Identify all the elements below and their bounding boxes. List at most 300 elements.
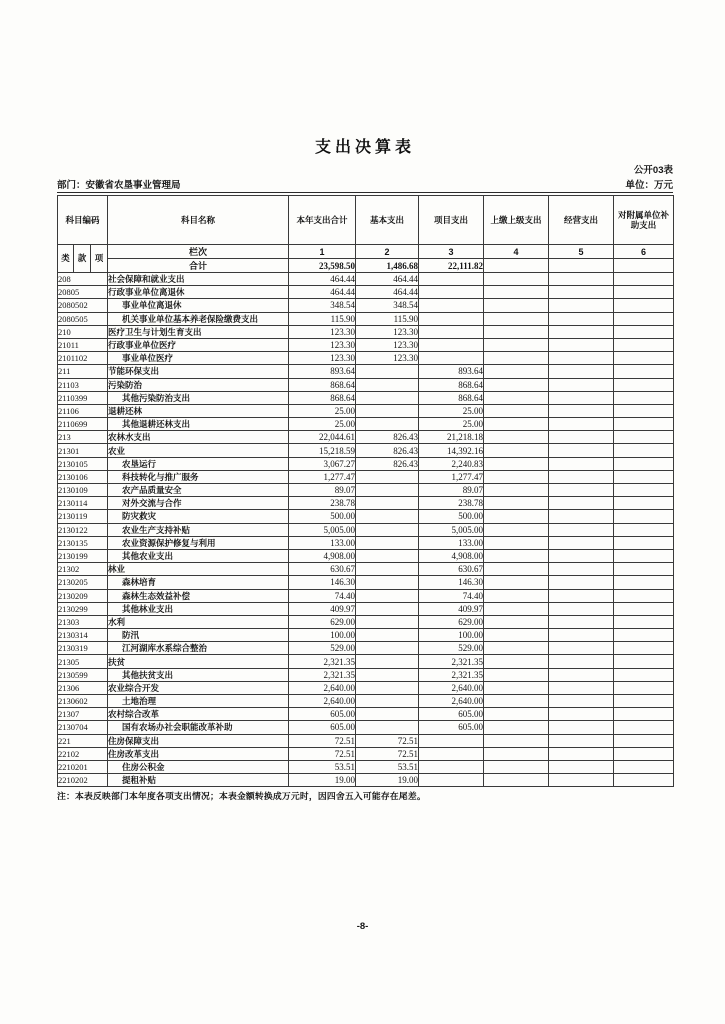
subject-name: 农业综合开发 bbox=[108, 681, 289, 694]
subject-name: 农业生产支持补贴 bbox=[108, 523, 289, 536]
page-number: -8- bbox=[356, 921, 369, 932]
value-cell bbox=[356, 470, 419, 483]
subject-name: 其他污染防治支出 bbox=[108, 391, 289, 404]
subject-name: 扶贫 bbox=[108, 655, 289, 668]
value-cell bbox=[549, 325, 614, 338]
value-cell bbox=[484, 338, 549, 351]
value-cell bbox=[419, 338, 484, 351]
table-row bbox=[58, 352, 674, 365]
value-cell: 89.07 bbox=[419, 484, 484, 497]
value-cell bbox=[614, 352, 674, 365]
value-cell bbox=[549, 589, 614, 602]
value-cell: 89.07 bbox=[289, 484, 356, 497]
column-number: 5 bbox=[549, 245, 614, 259]
table-row bbox=[58, 404, 674, 417]
footnote: 注：本表反映部门本年度各项支出情况；本表金额转换成万元时，因四舍五入可能存在尾差。 bbox=[57, 791, 426, 802]
subject-code: 2130205 bbox=[58, 576, 108, 589]
value-cell bbox=[549, 431, 614, 444]
value-cell bbox=[356, 708, 419, 721]
table-row bbox=[58, 470, 674, 483]
value-cell bbox=[549, 576, 614, 589]
value-cell bbox=[549, 774, 614, 787]
value-cell: 2,321.35 bbox=[289, 668, 356, 681]
value-cell: 500.00 bbox=[419, 510, 484, 523]
value-cell bbox=[484, 642, 549, 655]
value-cell: 826.43 bbox=[356, 444, 419, 457]
value-cell bbox=[549, 457, 614, 470]
value-cell bbox=[356, 576, 419, 589]
value-cell: 238.78 bbox=[289, 497, 356, 510]
value-cell: 2,321.35 bbox=[419, 655, 484, 668]
value-cell bbox=[614, 391, 674, 404]
header-operating-expenditure: 经营支出 bbox=[549, 196, 614, 245]
value-cell bbox=[549, 299, 614, 312]
subject-name: 机关事业单位基本养老保险缴费支出 bbox=[108, 312, 289, 325]
value-cell: 464.44 bbox=[356, 273, 419, 286]
value-cell bbox=[484, 734, 549, 747]
subject-name: 住房改革支出 bbox=[108, 747, 289, 760]
value-cell bbox=[549, 734, 614, 747]
value-cell bbox=[484, 681, 549, 694]
subject-name: 污染防治 bbox=[108, 378, 289, 391]
subject-code: 211 bbox=[58, 365, 108, 378]
subject-code: 21305 bbox=[58, 655, 108, 668]
value-cell bbox=[484, 563, 549, 576]
column-index-label: 栏次 bbox=[108, 245, 289, 259]
value-cell bbox=[549, 470, 614, 483]
table-row bbox=[58, 273, 674, 286]
value-cell bbox=[356, 404, 419, 417]
table-row bbox=[58, 642, 674, 655]
value-cell bbox=[356, 510, 419, 523]
table-row bbox=[58, 444, 674, 457]
meta-row bbox=[57, 177, 673, 193]
table-row bbox=[58, 391, 674, 404]
table-body bbox=[58, 273, 674, 787]
value-cell bbox=[484, 523, 549, 536]
value-cell: 74.40 bbox=[289, 589, 356, 602]
value-cell: 72.51 bbox=[356, 747, 419, 760]
value-cell bbox=[356, 655, 419, 668]
value-cell: 605.00 bbox=[419, 708, 484, 721]
value-cell bbox=[356, 391, 419, 404]
table-row bbox=[58, 774, 674, 787]
unit-label: 单位：万元 bbox=[625, 180, 673, 191]
value-cell bbox=[419, 747, 484, 760]
subject-name: 提租补贴 bbox=[108, 774, 289, 787]
subject-code: 2130105 bbox=[58, 457, 108, 470]
subject-code: 21302 bbox=[58, 563, 108, 576]
subject-name: 行政事业单位医疗 bbox=[108, 338, 289, 351]
subject-code: 2080502 bbox=[58, 299, 108, 312]
subject-name: 农村综合改革 bbox=[108, 708, 289, 721]
table-row bbox=[58, 338, 674, 351]
value-cell: 133.00 bbox=[419, 536, 484, 549]
value-cell bbox=[484, 325, 549, 338]
value-cell bbox=[549, 418, 614, 431]
subheader-section: 款 bbox=[74, 245, 91, 273]
value-cell bbox=[549, 747, 614, 760]
value-cell: 100.00 bbox=[419, 629, 484, 642]
value-cell bbox=[484, 576, 549, 589]
value-cell: 53.51 bbox=[289, 760, 356, 773]
value-cell bbox=[356, 497, 419, 510]
value-cell: 72.51 bbox=[356, 734, 419, 747]
value-cell bbox=[484, 431, 549, 444]
subject-name: 森林生态效益补偿 bbox=[108, 589, 289, 602]
value-cell bbox=[614, 378, 674, 391]
value-cell: 72.51 bbox=[289, 734, 356, 747]
value-cell bbox=[614, 273, 674, 286]
subject-name: 农垦运行 bbox=[108, 457, 289, 470]
value-cell bbox=[614, 629, 674, 642]
value-cell bbox=[614, 523, 674, 536]
subject-code: 2130119 bbox=[58, 510, 108, 523]
value-cell: 123.30 bbox=[289, 338, 356, 351]
value-cell bbox=[484, 615, 549, 628]
value-cell: 1,277.47 bbox=[289, 470, 356, 483]
subject-name: 退耕还林 bbox=[108, 404, 289, 417]
value-cell bbox=[549, 444, 614, 457]
value-cell: 4,908.00 bbox=[289, 549, 356, 562]
value-cell: 53.51 bbox=[356, 760, 419, 773]
value-cell: 123.30 bbox=[289, 325, 356, 338]
subject-name: 其他农业支出 bbox=[108, 549, 289, 562]
table-row bbox=[58, 721, 674, 734]
column-number: 4 bbox=[484, 245, 549, 259]
table-row bbox=[58, 497, 674, 510]
value-cell bbox=[614, 721, 674, 734]
value-cell bbox=[549, 352, 614, 365]
value-cell bbox=[549, 760, 614, 773]
value-cell bbox=[419, 734, 484, 747]
table-row bbox=[58, 576, 674, 589]
value-cell: 893.64 bbox=[289, 365, 356, 378]
value-cell: 529.00 bbox=[419, 642, 484, 655]
subject-code: 221 bbox=[58, 734, 108, 747]
value-cell bbox=[614, 484, 674, 497]
value-cell bbox=[549, 273, 614, 286]
value-cell bbox=[484, 708, 549, 721]
value-cell bbox=[356, 418, 419, 431]
value-cell bbox=[549, 391, 614, 404]
value-cell bbox=[484, 286, 549, 299]
subject-code: 2130109 bbox=[58, 484, 108, 497]
value-cell bbox=[614, 286, 674, 299]
value-cell bbox=[614, 655, 674, 668]
subject-code: 2130122 bbox=[58, 523, 108, 536]
table-row bbox=[58, 484, 674, 497]
value-cell bbox=[549, 708, 614, 721]
value-cell: 100.00 bbox=[289, 629, 356, 642]
value-cell: 72.51 bbox=[289, 747, 356, 760]
subject-code: 21103 bbox=[58, 378, 108, 391]
value-cell bbox=[484, 444, 549, 457]
document-content bbox=[57, 134, 673, 802]
value-cell bbox=[356, 629, 419, 642]
subject-code: 22102 bbox=[58, 747, 108, 760]
subject-name: 森林培育 bbox=[108, 576, 289, 589]
header-basic-expenditure: 基本支出 bbox=[356, 196, 419, 245]
subject-name: 农产品质量安全 bbox=[108, 484, 289, 497]
subject-name: 土地治理 bbox=[108, 695, 289, 708]
value-cell bbox=[484, 352, 549, 365]
value-cell bbox=[356, 549, 419, 562]
value-cell bbox=[614, 299, 674, 312]
table-row bbox=[58, 365, 674, 378]
value-cell bbox=[614, 681, 674, 694]
total-label: 合计 bbox=[108, 259, 289, 273]
value-cell: 630.67 bbox=[419, 563, 484, 576]
table-header-row bbox=[58, 196, 674, 245]
value-cell bbox=[614, 734, 674, 747]
total-value: 1,486.68 bbox=[356, 259, 419, 273]
value-cell: 123.30 bbox=[356, 352, 419, 365]
value-cell: 605.00 bbox=[419, 721, 484, 734]
total-value: 22,111.82 bbox=[419, 259, 484, 273]
subject-code: 21306 bbox=[58, 681, 108, 694]
value-cell: 893.64 bbox=[419, 365, 484, 378]
value-cell bbox=[614, 470, 674, 483]
total-value: 23,598.50 bbox=[289, 259, 356, 273]
header-subject-code: 科目编码 bbox=[58, 196, 108, 245]
table-row bbox=[58, 629, 674, 642]
value-cell bbox=[484, 510, 549, 523]
subject-code: 2110399 bbox=[58, 391, 108, 404]
department-label: 部门：安徽省农垦事业管理局 bbox=[57, 180, 181, 191]
table-row bbox=[58, 536, 674, 549]
value-cell: 409.97 bbox=[289, 602, 356, 615]
value-cell: 629.00 bbox=[289, 615, 356, 628]
subject-code: 2130114 bbox=[58, 497, 108, 510]
page-title: 支出决算表 bbox=[314, 139, 415, 156]
value-cell bbox=[614, 774, 674, 787]
subject-name: 其他林业支出 bbox=[108, 602, 289, 615]
value-cell bbox=[356, 589, 419, 602]
subject-name: 节能环保支出 bbox=[108, 365, 289, 378]
subject-code: 20805 bbox=[58, 286, 108, 299]
value-cell bbox=[549, 681, 614, 694]
subject-code: 2110699 bbox=[58, 418, 108, 431]
subject-name: 农业 bbox=[108, 444, 289, 457]
value-cell bbox=[614, 431, 674, 444]
table-row bbox=[58, 734, 674, 747]
subject-name: 事业单位医疗 bbox=[108, 352, 289, 365]
value-cell: 464.44 bbox=[356, 286, 419, 299]
value-cell bbox=[484, 391, 549, 404]
value-cell bbox=[484, 655, 549, 668]
subject-name: 林业 bbox=[108, 563, 289, 576]
table-row bbox=[58, 668, 674, 681]
table-row bbox=[58, 695, 674, 708]
value-cell: 123.30 bbox=[356, 325, 419, 338]
value-cell bbox=[614, 365, 674, 378]
value-cell bbox=[419, 774, 484, 787]
value-cell bbox=[614, 708, 674, 721]
value-cell bbox=[484, 378, 549, 391]
value-cell bbox=[614, 668, 674, 681]
subject-name: 住房公积金 bbox=[108, 760, 289, 773]
value-cell bbox=[484, 536, 549, 549]
value-cell: 529.00 bbox=[289, 642, 356, 655]
value-cell bbox=[549, 549, 614, 562]
table-row bbox=[58, 312, 674, 325]
value-cell bbox=[484, 602, 549, 615]
value-cell: 3,067.27 bbox=[289, 457, 356, 470]
value-cell: 2,640.00 bbox=[419, 695, 484, 708]
value-cell bbox=[419, 352, 484, 365]
value-cell: 15,218.59 bbox=[289, 444, 356, 457]
value-cell bbox=[484, 484, 549, 497]
subject-name: 住房保障支出 bbox=[108, 734, 289, 747]
subject-name: 江河湖库水系综合整治 bbox=[108, 642, 289, 655]
value-cell: 1,277.47 bbox=[419, 470, 484, 483]
subject-code: 2101102 bbox=[58, 352, 108, 365]
column-number: 1 bbox=[289, 245, 356, 259]
subject-code: 2130602 bbox=[58, 695, 108, 708]
subject-name: 对外交流与合作 bbox=[108, 497, 289, 510]
subject-code: 210 bbox=[58, 325, 108, 338]
value-cell bbox=[614, 576, 674, 589]
value-cell: 19.00 bbox=[289, 774, 356, 787]
value-cell: 2,321.35 bbox=[289, 655, 356, 668]
value-cell bbox=[419, 312, 484, 325]
table-row bbox=[58, 602, 674, 615]
value-cell bbox=[549, 629, 614, 642]
form-number-label: 公开03表 bbox=[633, 165, 673, 176]
table-row bbox=[58, 549, 674, 562]
value-cell bbox=[356, 642, 419, 655]
value-cell bbox=[614, 549, 674, 562]
value-cell bbox=[549, 338, 614, 351]
value-cell: 629.00 bbox=[419, 615, 484, 628]
subject-name: 其他扶贫支出 bbox=[108, 668, 289, 681]
value-cell bbox=[549, 563, 614, 576]
subject-name: 防灾救灾 bbox=[108, 510, 289, 523]
value-cell bbox=[484, 629, 549, 642]
value-cell: 409.97 bbox=[419, 602, 484, 615]
value-cell bbox=[484, 774, 549, 787]
value-cell: 25.00 bbox=[289, 418, 356, 431]
value-cell: 4,908.00 bbox=[419, 549, 484, 562]
value-cell bbox=[356, 681, 419, 694]
value-cell bbox=[549, 365, 614, 378]
value-cell bbox=[614, 536, 674, 549]
value-cell bbox=[484, 299, 549, 312]
subject-code: 2130704 bbox=[58, 721, 108, 734]
value-cell: 19.00 bbox=[356, 774, 419, 787]
value-cell: 2,240.83 bbox=[419, 457, 484, 470]
value-cell: 868.64 bbox=[289, 378, 356, 391]
value-cell bbox=[419, 299, 484, 312]
value-cell: 868.64 bbox=[419, 391, 484, 404]
subject-code: 21106 bbox=[58, 404, 108, 417]
table-row bbox=[58, 655, 674, 668]
value-cell bbox=[549, 523, 614, 536]
value-cell bbox=[549, 312, 614, 325]
value-cell: 2,321.35 bbox=[419, 668, 484, 681]
value-cell: 115.90 bbox=[289, 312, 356, 325]
subject-code: 21301 bbox=[58, 444, 108, 457]
table-row bbox=[58, 378, 674, 391]
value-cell: 115.90 bbox=[356, 312, 419, 325]
value-cell bbox=[549, 286, 614, 299]
header-subsidy-expenditure: 对附属单位补助支出 bbox=[614, 196, 674, 245]
value-cell: 868.64 bbox=[419, 378, 484, 391]
subject-code: 208 bbox=[58, 273, 108, 286]
value-cell bbox=[356, 484, 419, 497]
subject-code: 2080505 bbox=[58, 312, 108, 325]
column-number: 6 bbox=[614, 245, 674, 259]
subject-name: 科技转化与推广服务 bbox=[108, 470, 289, 483]
value-cell bbox=[484, 470, 549, 483]
subject-code: 2130299 bbox=[58, 602, 108, 615]
value-cell bbox=[614, 615, 674, 628]
value-cell: 238.78 bbox=[419, 497, 484, 510]
table-row bbox=[58, 563, 674, 576]
value-cell: 14,392.16 bbox=[419, 444, 484, 457]
value-cell: 25.00 bbox=[419, 418, 484, 431]
value-cell bbox=[484, 589, 549, 602]
value-cell bbox=[356, 378, 419, 391]
value-cell bbox=[614, 760, 674, 773]
value-cell bbox=[419, 325, 484, 338]
subject-code: 2130199 bbox=[58, 549, 108, 562]
subject-code: 2130314 bbox=[58, 629, 108, 642]
subject-code: 21011 bbox=[58, 338, 108, 351]
table-row bbox=[58, 708, 674, 721]
table-row bbox=[58, 286, 674, 299]
value-cell bbox=[549, 484, 614, 497]
value-cell bbox=[484, 695, 549, 708]
value-cell: 826.43 bbox=[356, 457, 419, 470]
value-cell: 464.44 bbox=[289, 273, 356, 286]
value-cell bbox=[356, 563, 419, 576]
value-cell: 630.67 bbox=[289, 563, 356, 576]
table-row bbox=[58, 681, 674, 694]
subject-code: 2130135 bbox=[58, 536, 108, 549]
value-cell: 21,218.18 bbox=[419, 431, 484, 444]
table-row bbox=[58, 418, 674, 431]
value-cell bbox=[356, 695, 419, 708]
value-cell bbox=[614, 325, 674, 338]
value-cell: 22,044.61 bbox=[289, 431, 356, 444]
table-row bbox=[58, 615, 674, 628]
value-cell bbox=[484, 747, 549, 760]
value-cell bbox=[614, 497, 674, 510]
value-cell bbox=[549, 404, 614, 417]
value-cell bbox=[614, 418, 674, 431]
value-cell bbox=[356, 615, 419, 628]
subject-name: 其他退耕还林支出 bbox=[108, 418, 289, 431]
subject-code: 2130319 bbox=[58, 642, 108, 655]
total-row bbox=[58, 259, 674, 273]
value-cell bbox=[484, 365, 549, 378]
value-cell bbox=[419, 760, 484, 773]
value-cell bbox=[614, 338, 674, 351]
value-cell bbox=[549, 536, 614, 549]
value-cell: 5,005.00 bbox=[419, 523, 484, 536]
value-cell bbox=[484, 721, 549, 734]
value-cell: 826.43 bbox=[356, 431, 419, 444]
value-cell bbox=[549, 497, 614, 510]
column-index-row bbox=[58, 245, 674, 259]
value-cell bbox=[356, 523, 419, 536]
value-cell bbox=[614, 312, 674, 325]
value-cell bbox=[484, 549, 549, 562]
subject-code: 2210202 bbox=[58, 774, 108, 787]
value-cell bbox=[549, 721, 614, 734]
